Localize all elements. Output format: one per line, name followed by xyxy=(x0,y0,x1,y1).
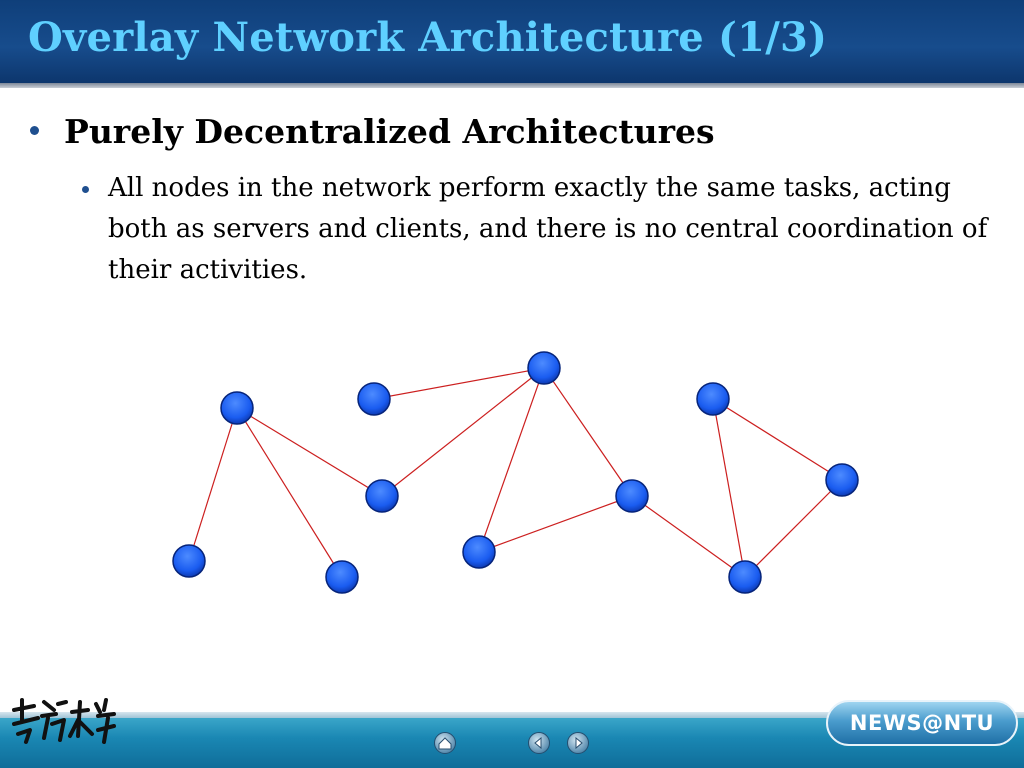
news-ntu-badge[interactable] xyxy=(826,700,1018,746)
network-node xyxy=(366,480,398,512)
news-ntu-label: NEWS@NTU xyxy=(849,711,995,735)
network-link xyxy=(713,399,842,480)
network-link xyxy=(713,399,745,577)
home-button[interactable] xyxy=(434,732,456,754)
network-link xyxy=(237,408,342,577)
prev-icon xyxy=(529,733,549,753)
next-icon xyxy=(568,733,588,753)
network-node xyxy=(697,383,729,415)
network-node xyxy=(326,561,358,593)
network-node xyxy=(221,392,253,424)
network-link xyxy=(632,496,745,577)
network-link xyxy=(544,368,632,496)
slide-title: Overlay Network Architecture (1/3) xyxy=(28,14,828,61)
network-node xyxy=(616,480,648,512)
previous-slide-button[interactable] xyxy=(528,732,550,754)
ntu-calligraphy-logo xyxy=(8,690,118,750)
network-link xyxy=(374,368,544,399)
network-node xyxy=(173,545,205,577)
network-link xyxy=(745,480,842,577)
network-node xyxy=(528,352,560,384)
network-node xyxy=(729,561,761,593)
network-node xyxy=(358,383,390,415)
network-link xyxy=(479,496,632,552)
network-link xyxy=(382,368,544,496)
home-icon xyxy=(435,733,455,753)
network-link xyxy=(189,408,237,561)
next-slide-button[interactable] xyxy=(567,732,589,754)
sub-bullet-text: All nodes in the network perform exactly the same tasks, acting both as servers and clients, and there is no central coordination of their activities. xyxy=(108,173,988,285)
network-node xyxy=(826,464,858,496)
network-node xyxy=(463,536,495,568)
bullet-heading: Purely Decentralized Architectures xyxy=(64,112,715,151)
network-link xyxy=(479,368,544,552)
network-link xyxy=(237,408,382,496)
